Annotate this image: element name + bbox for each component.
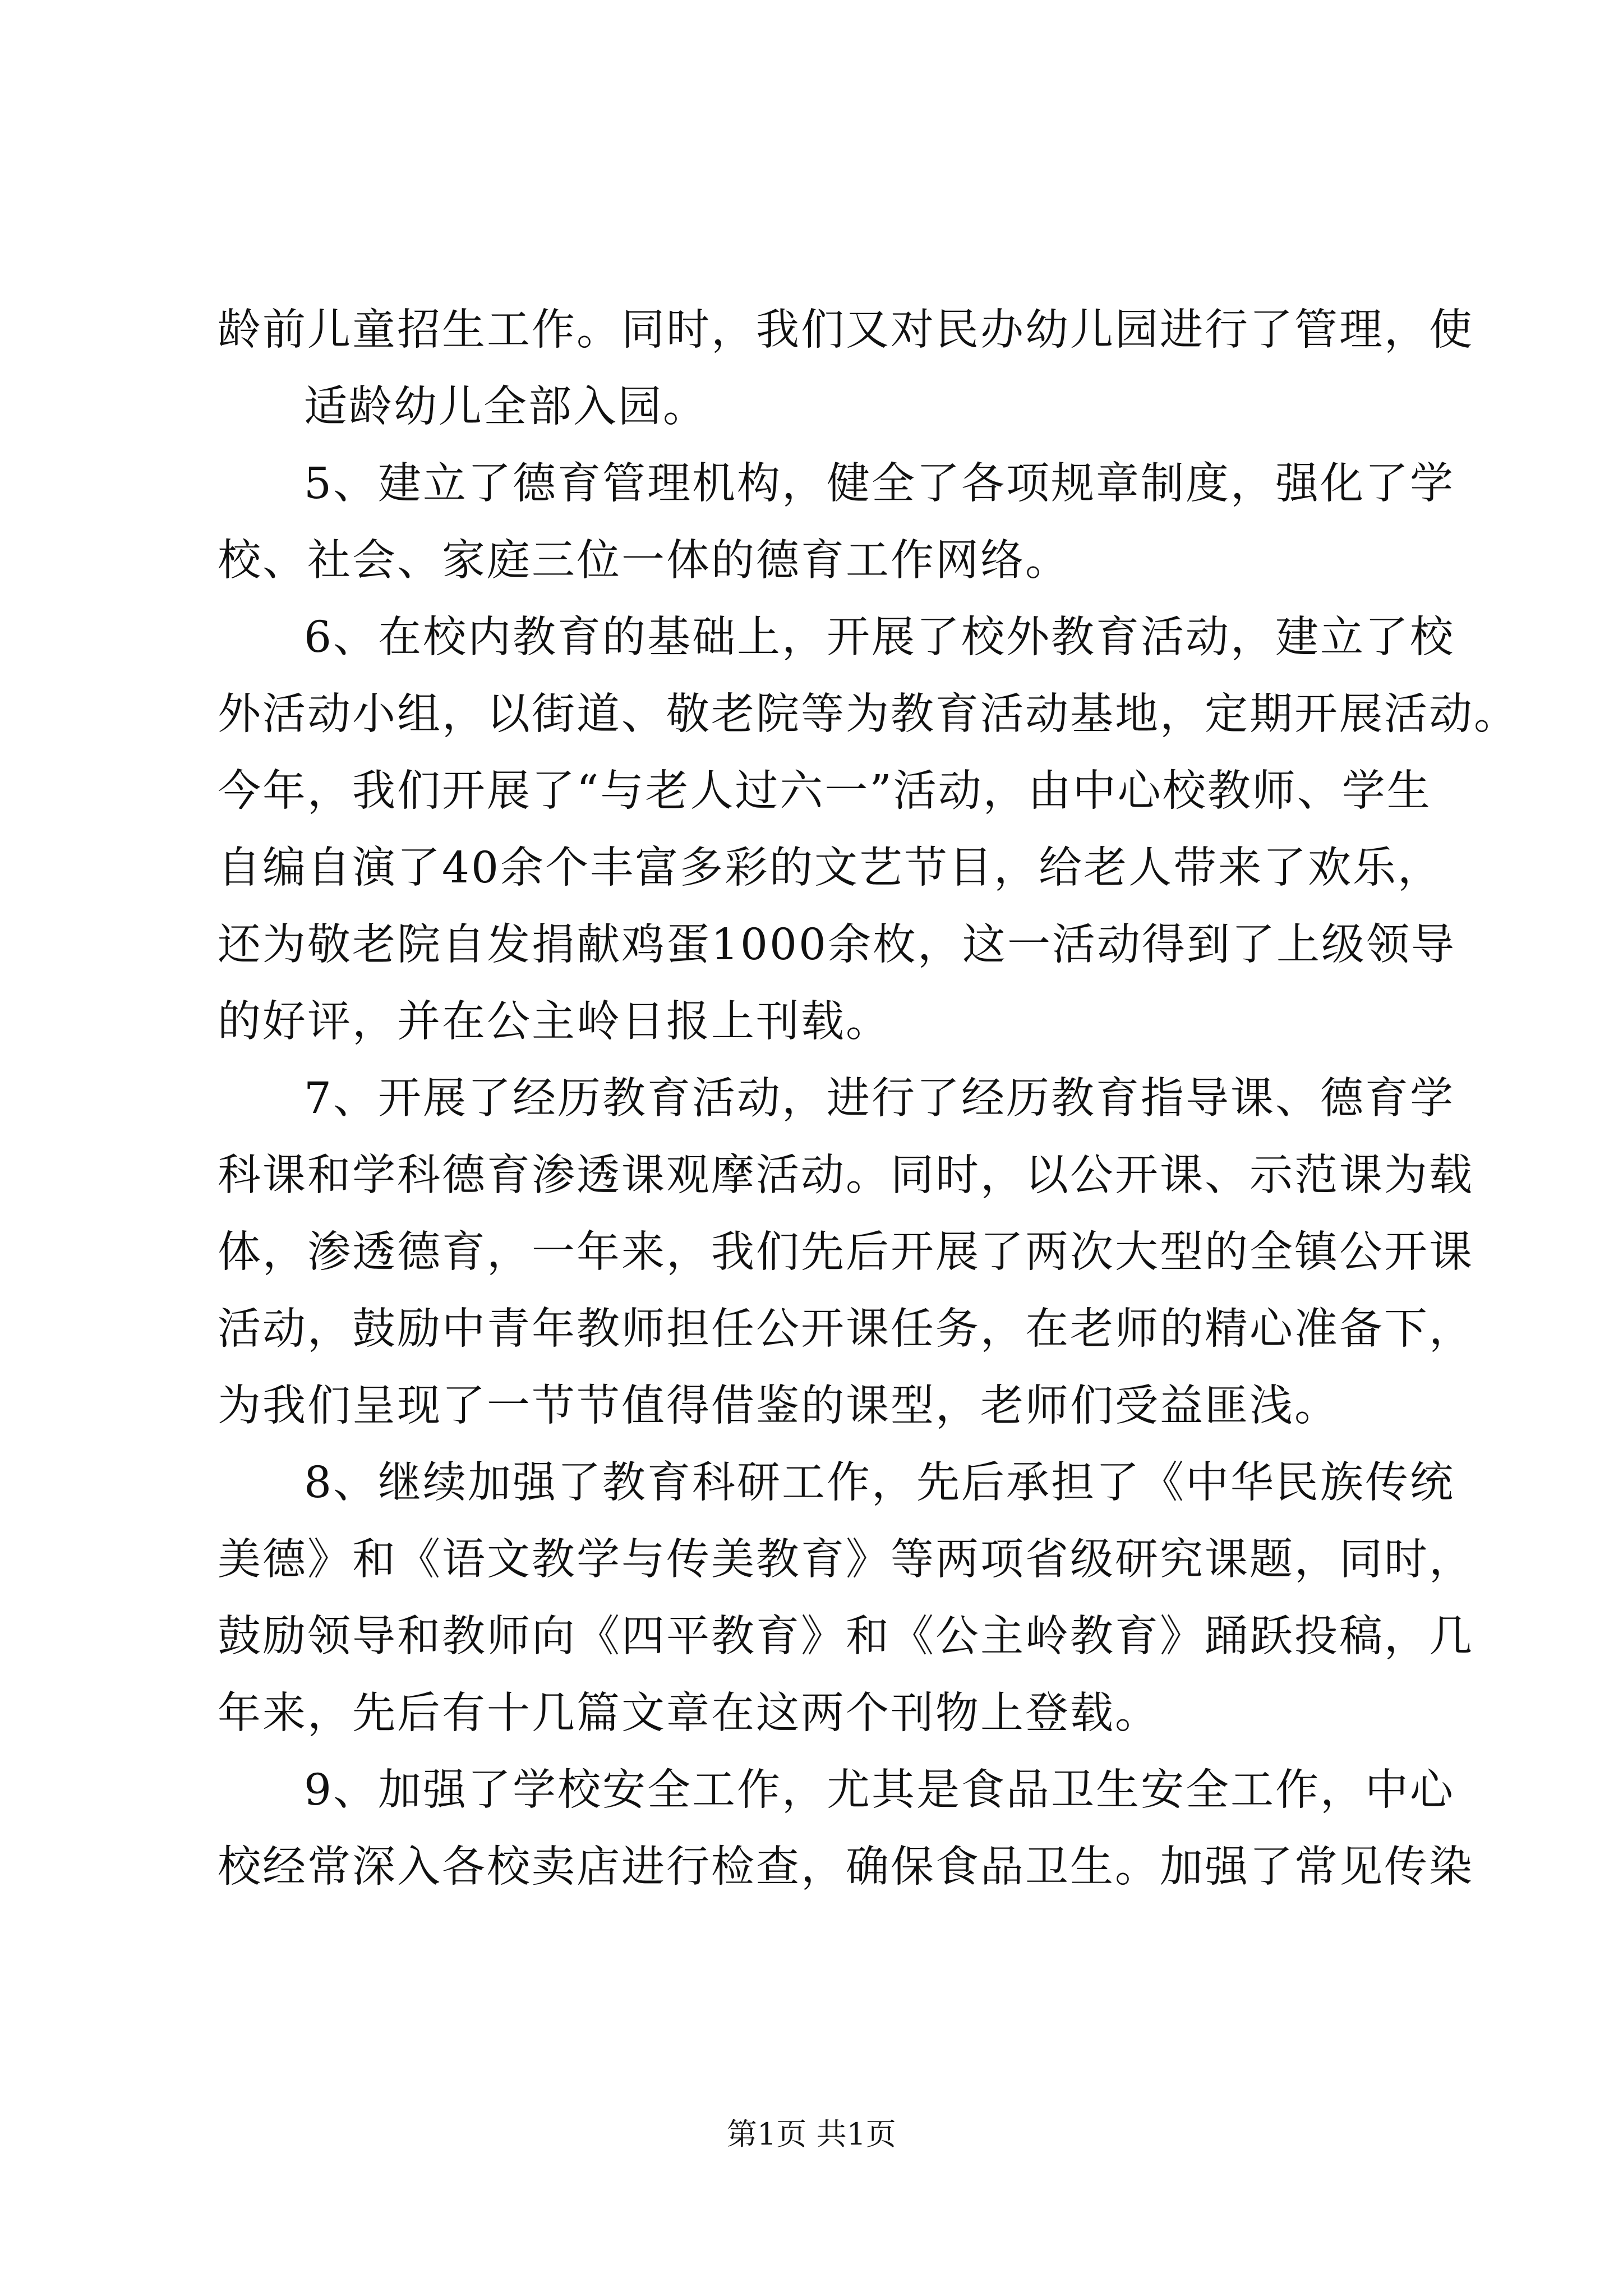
text-line: 校、社会、家庭三位一体的德育工作网络。 [218, 536, 1070, 586]
text-line: 校经常深入各校卖店进行检查，确保食品卫生。加强了常见传染 [218, 1842, 1474, 1892]
body-text [218, 292, 1519, 1906]
paragraph-7-line: 7、开展了经历教育活动，进行了经历教育指导课、德育学 [304, 1074, 1455, 1124]
text-line: 适龄幼儿全部入园。 [304, 382, 708, 432]
text-line: 今年，我们开展了“与老人过六一”活动，由中心校教师、学生 [218, 766, 1432, 816]
page-number-footer: 第1页 共1页 [727, 2116, 896, 2152]
text-line: 还为敬老院自发捐献鸡蛋1000余枚，这一活动得到了上级领导 [218, 920, 1456, 970]
text-line: 外活动小组，以街道、敬老院等为教育活动基地，定期开展活动。 [218, 689, 1519, 739]
paragraph-8-line: 8、继续加强了教育科研工作，先后承担了《中华民族传统 [304, 1458, 1455, 1508]
text-line: 鼓励领导和教师向《四平教育》和《公主岭教育》踊跃投稿，几 [218, 1612, 1474, 1662]
paragraph-5-line: 5、建立了德育管理机构，健全了各项规章制度，强化了学 [304, 459, 1455, 509]
text-line: 活动，鼓励中青年教师担任公开课任务，在老师的精心准备下， [218, 1304, 1474, 1354]
text-line: 科课和学科德育渗透课观摩活动。同时，以公开课、示范课为载 [218, 1151, 1474, 1200]
text-line: 自编自演了40余个丰富多彩的文艺节目，给老人带来了欢乐， [218, 843, 1442, 893]
paragraph-9-line: 9、加强了学校安全工作，尤其是食品卫生安全工作，中心 [304, 1765, 1455, 1815]
text-line: 年来，先后有十几篇文章在这两个刊物上登载。 [218, 1688, 1160, 1738]
text-line: 龄前儿童招生工作。同时，我们又对民办幼儿园进行了管理，使 [218, 305, 1474, 355]
text-line: 美德》和《语文教学与传美教育》等两项省级研究课题，同时， [218, 1535, 1474, 1585]
text-line: 体，渗透德育，一年来，我们先后开展了两次大型的全镇公开课 [218, 1227, 1474, 1277]
text-line: 的好评，并在公主岭日报上刊载。 [218, 997, 891, 1047]
paragraph-6-line: 6、在校内教育的基础上，开展了校外教育活动，建立了校 [304, 613, 1455, 662]
text-line: 为我们呈现了一节节值得借鉴的课型，老师们受益匪浅。 [218, 1381, 1339, 1431]
